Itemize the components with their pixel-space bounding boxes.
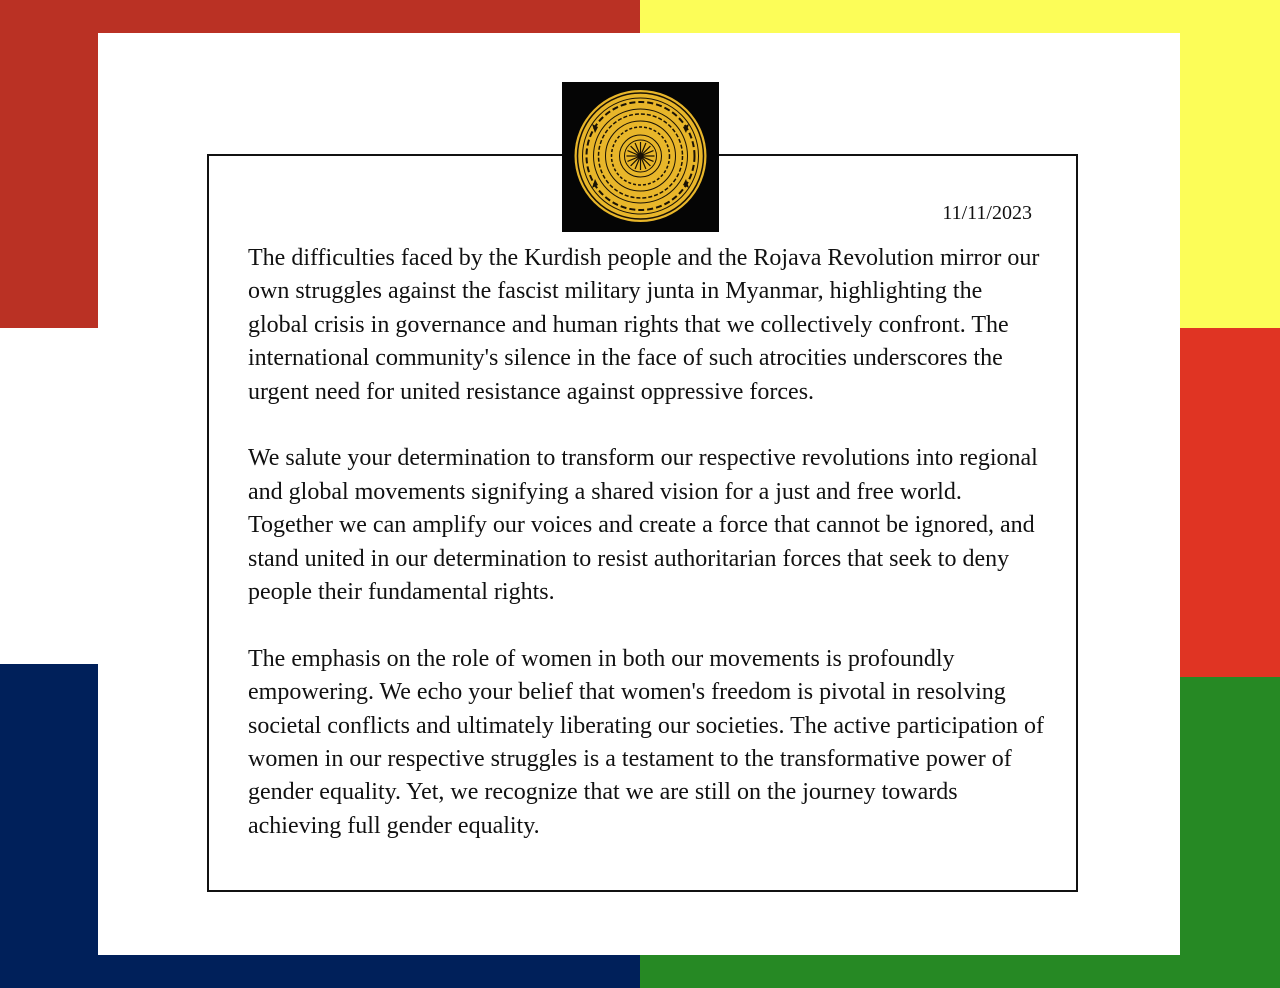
golden-seal-icon	[562, 82, 719, 232]
background-band-red-right	[1180, 328, 1280, 677]
emblem-tile	[562, 82, 719, 232]
paragraph-2: We salute your determination to transform our respective revolutions into regional and global movements signifying a shared vision for a just and free world. Together we can amplify our voices and create a force that cannot be ignored, and stand united in our determination to resist authoritarian forces that seek to deny people their fundamental rights.	[248, 445, 1038, 606]
paragraph-3: The emphasis on the role of women in both our movements is profoundly empowering. We echo your belief that women's freedom is pivotal in resolving societal conflicts and ultimately liberating our societies. The active participation of women in our respective struggles is a testament to the transformative power of gender equality. Yet, we recognize that we are still on the journey towards achieving full gender equality.	[248, 645, 1044, 839]
background-band-white	[0, 328, 100, 664]
letter-date: 11/11/2023	[942, 202, 1032, 224]
letter-body	[248, 242, 1048, 843]
paragraph-1: The difficulties faced by the Kurdish people and the Rojava Revolution mirror our own struggles against the fascist military junta in Myanmar, highlighting the global crisis in governance and human rights that we collectively confront. The international community's silence in the face of such atrocities underscores the urgent need for united resistance against oppressive forces.	[248, 245, 1040, 405]
